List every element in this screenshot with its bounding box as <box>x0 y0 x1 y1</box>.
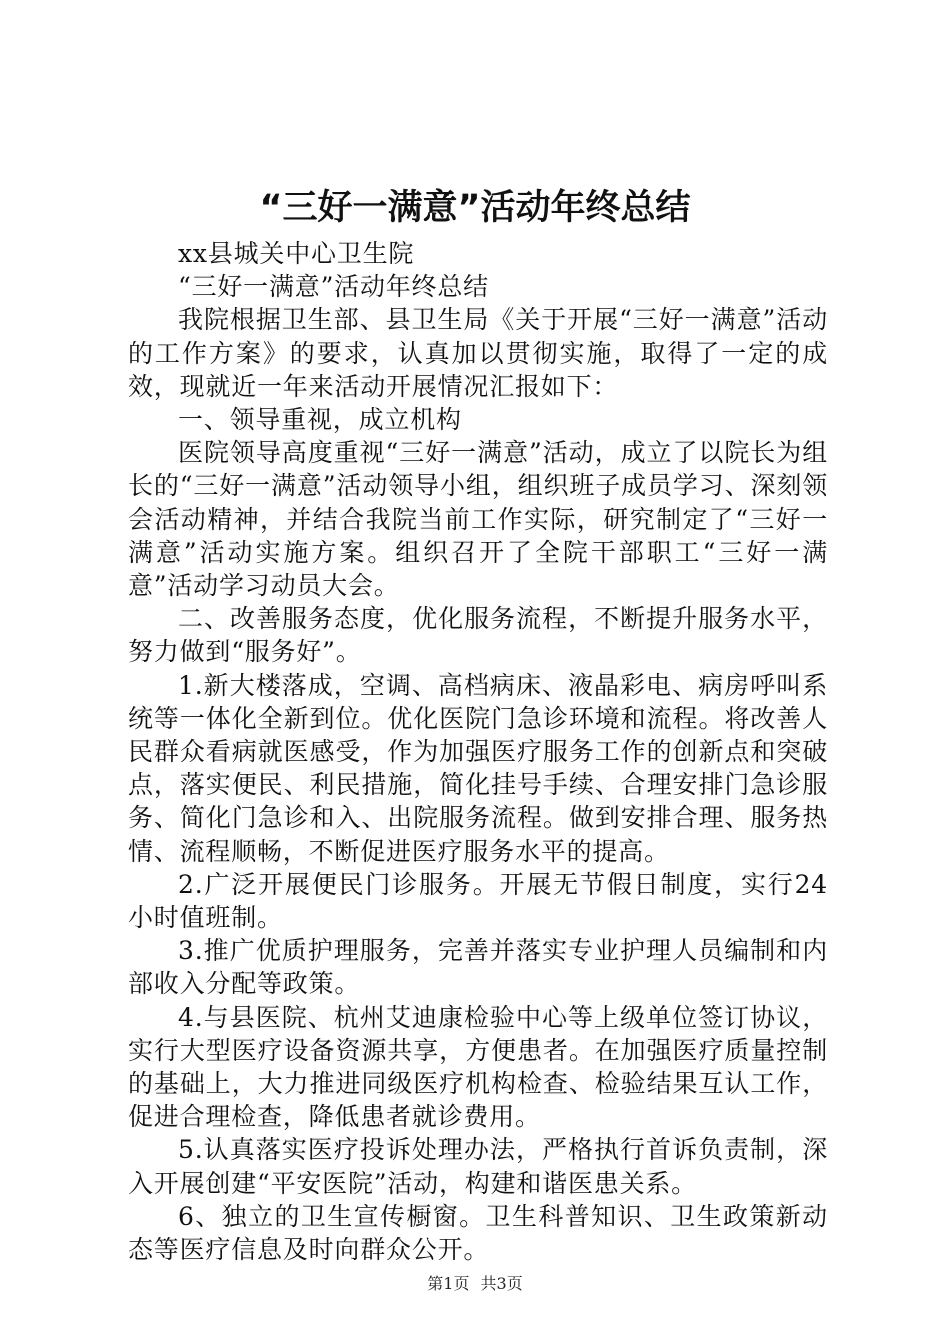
intro-paragraph: 我院根据卫生部、县卫生局《关于开展“三好一满意”活动的工作方案》的要求，认真加以贯彻实施，取得了一定的成效，现就近一年来活动开展情况汇报如下： <box>128 305 828 401</box>
organization-line: xx县城关中心卫生院 <box>178 239 415 268</box>
item-5-paragraph: 5.认真落实医疗投诉处理办法，严格执行首诉负责制，深入开展创建“平安医院”活动，构建和谐医患关系。 <box>128 1135 828 1198</box>
page-footer <box>0 1273 950 1295</box>
item-2-paragraph: 2.广泛开展便民门诊服务。开展无节假日制度，实行24小时值班制。 <box>128 869 828 933</box>
item-4-paragraph: 4.与县医院、杭州艾迪康检验中心等上级单位签订协议，实行大型医疗设备资源共享，方便患者。在加强医疗质量控制的基础上，大力推进同级医疗机构检查、检验结果互认工作，促进合理检查，降低患者就诊费用。 <box>128 1002 828 1132</box>
section-1-paragraph: 医院领导高度重视“三好一满意”活动，成立了以院长为组长的“三好一满意”活动领导小组，组织班子成员学习、深刻领会活动精神，并结合我院当前工作实际，研究制定了“三好一满意”活动实施方案。组织召开了全院干部职工“三好一满意”活动学习动员大会。 <box>128 438 828 601</box>
section-heading-1: 一、领导重视，成立机构 <box>178 405 462 435</box>
page-total: 共3页 <box>480 1274 523 1293</box>
document-body <box>128 237 828 1266</box>
subtitle-line: “三好一满意”活动年终总结 <box>178 272 489 302</box>
item-1-paragraph: 1.新大楼落成，空调、高档病床、液晶彩电、病房呼叫系统等一体化全新到位。优化医院门急诊环境和流程。将改善人民群众看病就医感受，作为加强医疗服务工作的创新点和突破点，落实便民、利民措施，简化挂号手续、合理安排门急诊服务、简化门急诊和入、出院服务流程。做到安排合理、服务热情、流程顺畅，不断促进医疗服务水平的提高。 <box>128 670 828 866</box>
section-heading-2: 二、改善服务态度，优化服务流程，不断提升服务水平，努力做到“服务好”。 <box>128 604 828 667</box>
document-title: “三好一满意”活动年终总结 <box>259 188 691 228</box>
item-6-paragraph: 6、独立的卫生宣传橱窗。卫生科普知识、卫生政策新动态等医疗信息及时向群众公开。 <box>128 1201 828 1265</box>
item-3-paragraph: 3.推广优质护理服务，完善并落实专业护理人员编制和内部收入分配等政策。 <box>128 936 828 999</box>
page-number: 第1页 <box>427 1274 470 1293</box>
